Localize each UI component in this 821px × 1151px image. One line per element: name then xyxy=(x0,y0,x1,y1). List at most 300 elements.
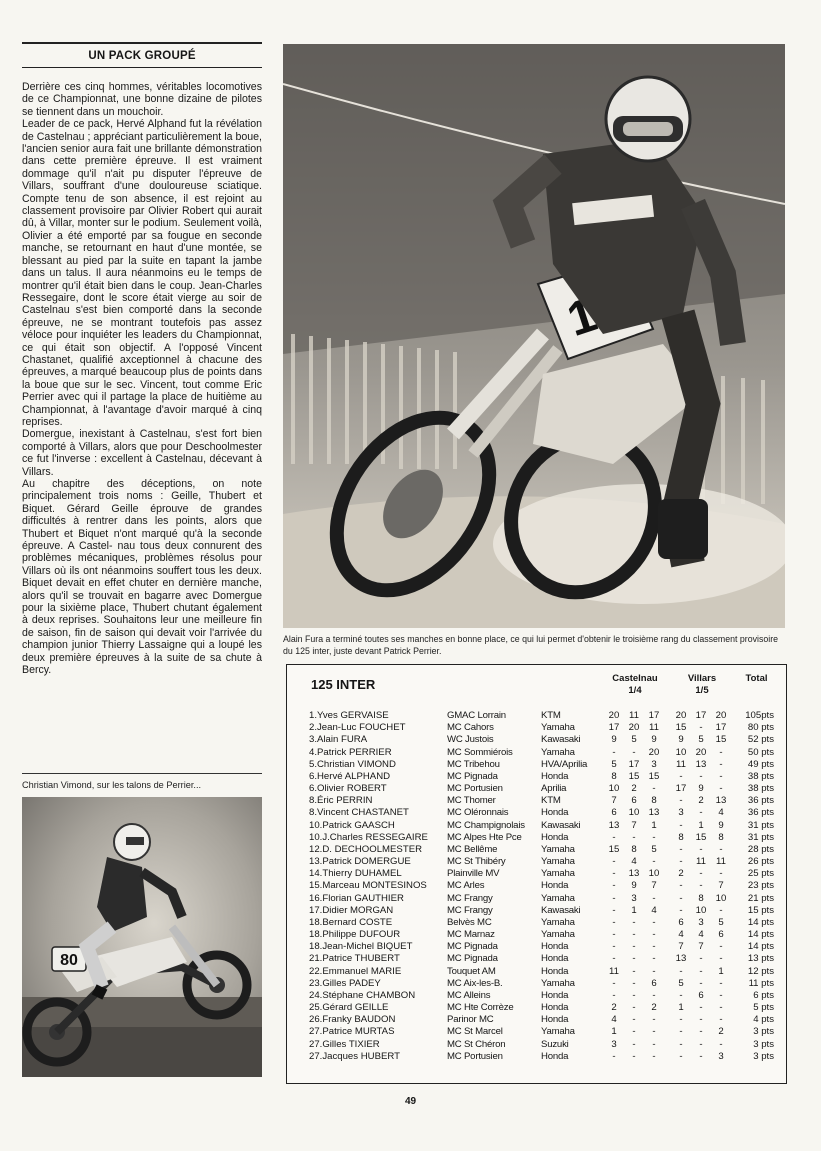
castelnau-points: - xyxy=(652,1026,656,1038)
castelnau-points: 7 xyxy=(651,880,657,892)
rider-name: 6.Olivier ROBERT xyxy=(309,783,387,795)
rider-name: 1.Yves GERVAISE xyxy=(309,710,389,721)
castelnau-points: 6 xyxy=(631,795,637,807)
bike-make: Honda xyxy=(541,1050,569,1062)
rider-name: 6.Hervé ALPHAND xyxy=(309,770,391,782)
castelnau-points: - xyxy=(652,916,656,928)
total-points: 105pts xyxy=(745,710,774,721)
club-name: MC Cahors xyxy=(447,722,494,734)
section-title: UN PACK GROUPÉ xyxy=(22,42,262,68)
table-row xyxy=(287,807,786,819)
castelnau-points: - xyxy=(652,929,656,941)
club-name: MC Portusien xyxy=(447,783,503,795)
castelnau-points: 3 xyxy=(611,1038,617,1050)
club-name: MC Oléronnais xyxy=(447,807,509,819)
castelnau-points: - xyxy=(612,1050,616,1062)
castelnau-points: 6 xyxy=(611,807,617,819)
castelnau-points: 13 xyxy=(628,868,640,880)
club-name: MC St Thibéry xyxy=(447,856,506,868)
club-name: Belvès MC xyxy=(447,916,492,928)
big-photo-caption: Alain Fura a terminé toutes ses manches en bonne place, ce qui lui permet d'obtenir le troisième rang du classement provisoire du 125 inter, juste devant Patrick Perrier. xyxy=(283,634,779,656)
villars-points: 6 xyxy=(698,989,704,1001)
total-points: 38 pts xyxy=(747,770,774,782)
total-points: 14 pts xyxy=(747,916,774,928)
villars-points: - xyxy=(699,722,703,734)
villars-points: 15 xyxy=(715,734,727,746)
villars-points: 1 xyxy=(698,819,704,831)
castelnau-points: 4 xyxy=(651,904,657,916)
bike-make: Honda xyxy=(541,831,569,843)
villars-points: 3 xyxy=(678,807,684,819)
rider-name: 4.Patrick PERRIER xyxy=(309,746,392,758)
table-row xyxy=(287,722,786,734)
total-points: 3 pts xyxy=(753,1038,774,1050)
table-row xyxy=(287,844,786,856)
villars-points: 2 xyxy=(698,795,704,807)
table-row xyxy=(287,893,786,905)
article-paragraph: Domergue, inexistant à Castelnau, s'est fort bien comporté à Villars, alors que pour Deschoolmester ce fut l'inverse : excellent à Castelnau, décevant à Villars. xyxy=(22,428,262,478)
header-total: Total xyxy=(745,673,768,684)
villars-points: 3 xyxy=(698,916,704,928)
total-points: 36 pts xyxy=(747,807,774,819)
castelnau-points: - xyxy=(632,1038,636,1050)
table-row xyxy=(287,795,786,807)
villars-points: - xyxy=(699,843,703,855)
villars-points: - xyxy=(679,1038,683,1050)
total-points: 31 pts xyxy=(747,819,774,831)
castelnau-points: - xyxy=(612,831,616,843)
castelnau-points: - xyxy=(632,929,636,941)
photo-fura-cornering xyxy=(283,44,785,628)
villars-points: - xyxy=(719,989,723,1001)
castelnau-points: 20 xyxy=(648,746,660,758)
rider-name: 23.Gilles PADEY xyxy=(309,977,381,989)
club-name: MC St Chéron xyxy=(447,1038,506,1050)
total-points: 3 pts xyxy=(753,1050,774,1062)
bike-make: Yamaha xyxy=(541,892,575,904)
total-points: 6 pts xyxy=(753,989,774,1001)
bike-make: KTM xyxy=(541,710,561,721)
table-row xyxy=(287,1039,786,1051)
club-name: Plainville MV xyxy=(447,868,500,880)
bike-make: Yamaha xyxy=(541,843,575,855)
castelnau-points: - xyxy=(632,965,636,977)
table-row xyxy=(287,1014,786,1026)
villars-points: - xyxy=(679,843,683,855)
villars-points: 15 xyxy=(675,722,687,734)
castelnau-points: 4 xyxy=(631,856,637,868)
total-points: 50 pts xyxy=(747,746,774,758)
villars-points: 5 xyxy=(718,916,724,928)
villars-points: - xyxy=(719,977,723,989)
castelnau-points: 8 xyxy=(631,843,637,855)
table-row xyxy=(287,832,786,844)
article-paragraph: Derrière ces cinq hommes, véritables locomotives de ce Championnat, une bonne dizaine de pilotes se tiennent dans un mouchoir. xyxy=(22,81,262,118)
rider-name: 15.Marceau MONTESINOS xyxy=(309,880,427,892)
villars-points: - xyxy=(719,1014,723,1026)
rider-name: 26.Franky BAUDON xyxy=(309,1014,396,1026)
villars-points: - xyxy=(719,904,723,916)
villars-points: - xyxy=(679,770,683,782)
club-name: GMAC Lorrain xyxy=(447,710,506,721)
rider-name: 12.D. DECHOOLMESTER xyxy=(309,843,423,855)
castelnau-points: - xyxy=(652,965,656,977)
club-name: MC Alpes Hte Pce xyxy=(447,831,522,843)
villars-points: 4 xyxy=(678,929,684,941)
villars-points: - xyxy=(719,953,723,965)
table-row xyxy=(287,978,786,990)
castelnau-points: - xyxy=(652,989,656,1001)
castelnau-points: 7 xyxy=(631,819,637,831)
club-name: MC Pignada xyxy=(447,770,498,782)
total-points: 25 pts xyxy=(747,868,774,880)
bike-make: Honda xyxy=(541,941,569,953)
club-name: MC Sommiérois xyxy=(447,746,513,758)
total-points: 49 pts xyxy=(747,758,774,770)
castelnau-points: - xyxy=(632,1026,636,1038)
villars-points: - xyxy=(679,1026,683,1038)
rider-name: 17.Didier MORGAN xyxy=(309,904,394,916)
villars-points: - xyxy=(719,758,723,770)
castelnau-points: - xyxy=(612,929,616,941)
villars-points: - xyxy=(679,965,683,977)
castelnau-points: - xyxy=(612,989,616,1001)
villars-points: - xyxy=(699,770,703,782)
club-name: MC Champignolais xyxy=(447,819,525,831)
bike-make: Yamaha xyxy=(541,722,575,734)
club-name: MC Frangy xyxy=(447,904,493,916)
villars-points: - xyxy=(719,941,723,953)
villars-points: - xyxy=(679,989,683,1001)
villars-points: - xyxy=(699,868,703,880)
castelnau-points: - xyxy=(652,783,656,795)
villars-points: - xyxy=(699,953,703,965)
total-points: 28 pts xyxy=(747,843,774,855)
villars-points: - xyxy=(679,819,683,831)
total-points: 21 pts xyxy=(747,892,774,904)
villars-points: 10 xyxy=(695,904,707,916)
rider-name: 10.Patrick GAASCH xyxy=(309,819,395,831)
table-row xyxy=(287,953,786,965)
castelnau-points: 9 xyxy=(651,734,657,746)
villars-points: - xyxy=(699,880,703,892)
castelnau-points: 11 xyxy=(629,710,639,721)
castelnau-points: - xyxy=(652,892,656,904)
bike-make: Aprilia xyxy=(541,783,567,795)
bike-make: Honda xyxy=(541,770,569,782)
club-name: MC Portusien xyxy=(447,1050,503,1062)
bike-make: Honda xyxy=(541,989,569,1001)
castelnau-points: 2 xyxy=(651,1002,657,1014)
rider-name: 10.J.Charles RESSEGAIRE xyxy=(309,831,428,843)
bike-make: Yamaha xyxy=(541,977,575,989)
villars-points: - xyxy=(719,1002,723,1014)
castelnau-points: - xyxy=(632,1002,636,1014)
castelnau-points: - xyxy=(632,953,636,965)
villars-points: 5 xyxy=(698,734,704,746)
castelnau-points: - xyxy=(612,953,616,965)
header-villars: Villars xyxy=(687,673,717,684)
castelnau-points: 11 xyxy=(649,722,659,734)
rider-name: 14.Thierry DUHAMEL xyxy=(309,868,402,880)
castelnau-points: 20 xyxy=(608,710,620,721)
bike-make: Honda xyxy=(541,1014,569,1026)
villars-points: 1 xyxy=(718,965,724,977)
castelnau-points: 17 xyxy=(648,710,660,721)
castelnau-points: 2 xyxy=(611,1002,617,1014)
castelnau-points: 17 xyxy=(608,722,620,734)
rider-name: 18.Bernard COSTE xyxy=(309,916,393,928)
villars-points: - xyxy=(679,880,683,892)
villars-points: 9 xyxy=(678,734,684,746)
castelnau-points: - xyxy=(652,953,656,965)
photo-vimond-jump xyxy=(22,797,262,1077)
villars-points: 9 xyxy=(718,819,724,831)
club-name: MC Bellême xyxy=(447,843,498,855)
villars-points: 20 xyxy=(695,746,707,758)
villars-points: 2 xyxy=(718,1026,724,1038)
castelnau-points: - xyxy=(632,831,636,843)
total-points: 12 pts xyxy=(747,965,774,977)
villars-points: 20 xyxy=(715,710,727,721)
castelnau-points: - xyxy=(612,904,616,916)
small-photo-caption: Christian Vimond, sur les talons de Perrier... xyxy=(22,773,262,790)
castelnau-points: - xyxy=(612,941,616,953)
rider-name: 25.Gérard GEILLE xyxy=(309,1002,389,1014)
club-name: MC Alleins xyxy=(447,989,491,1001)
villars-points: - xyxy=(719,746,723,758)
total-points: 80 pts xyxy=(747,722,774,734)
rider-illustration xyxy=(22,797,262,1077)
castelnau-points: - xyxy=(632,1014,636,1026)
table-row xyxy=(287,966,786,978)
table-row xyxy=(287,1051,786,1063)
rider-name: 3.Alain FURA xyxy=(309,734,368,746)
rider-name: 21.Patrice THUBERT xyxy=(309,953,400,965)
total-points: 3 pts xyxy=(753,1026,774,1038)
table-row xyxy=(287,905,786,917)
castelnau-points: - xyxy=(632,977,636,989)
castelnau-points: - xyxy=(612,746,616,758)
table-row xyxy=(287,771,786,783)
rider-name: 5.Christian VIMOND xyxy=(309,758,396,770)
header-villars-round: 1/5 xyxy=(695,685,709,696)
total-points: 14 pts xyxy=(747,929,774,941)
villars-points: 10 xyxy=(675,746,687,758)
castelnau-points: 13 xyxy=(648,807,660,819)
total-points: 38 pts xyxy=(747,783,774,795)
castelnau-points: 1 xyxy=(611,1026,617,1038)
table-row xyxy=(287,759,786,771)
club-name: Parinor MC xyxy=(447,1014,494,1026)
total-points: 52 pts xyxy=(747,734,774,746)
villars-points: - xyxy=(719,770,723,782)
club-name: MC Aix-les-B. xyxy=(447,977,503,989)
castelnau-points: - xyxy=(632,916,636,928)
rider-name: 27.Gilles TIXIER xyxy=(309,1038,380,1050)
total-points: 23 pts xyxy=(747,880,774,892)
castelnau-points: - xyxy=(632,746,636,758)
bike-make: Yamaha xyxy=(541,856,575,868)
bike-make: Honda xyxy=(541,953,569,965)
bike-make: Yamaha xyxy=(541,746,575,758)
article-body xyxy=(22,81,262,677)
rider-name: 13.Patrick DOMERGUE xyxy=(309,856,411,868)
castelnau-points: 9 xyxy=(631,880,637,892)
castelnau-points: - xyxy=(652,856,656,868)
villars-points: - xyxy=(719,868,723,880)
table-row xyxy=(287,880,786,892)
villars-points: 8 xyxy=(718,831,724,843)
castelnau-points: - xyxy=(652,1038,656,1050)
castelnau-points: - xyxy=(632,941,636,953)
castelnau-points: 10 xyxy=(628,807,640,819)
club-name: MC Thomer xyxy=(447,795,496,807)
villars-points: 13 xyxy=(715,795,727,807)
article-paragraph: Au chapitre des déceptions, on note principalement trois noms : Geille, Thubert et Biquet. Gérard Geille éprouve de grandes difficultés à rentrer dans les points, alors que Thubert et Biquet n'ont marqué qu'à la seconde épreuve. A Castel- nau tous deux connurent des problèmes mécaniques, problèmes résolus pour Villars où ils ont néanmoins souffert tous les deux. Biquet devait en effet chuter en dernière manche, alors qu'il se trouvait en bagarre avec Domergue pour la sixième place, Thubert chutant également à deux reprises. Souhaitons leur une meilleure fin de saison, fin de saison qui devait voir l'arrivée du champion junior Thierry Lassaigne qui a loupé les deux première épreuves à la suite de sa chute à Bercy. xyxy=(22,478,262,677)
castelnau-points: 20 xyxy=(628,722,640,734)
bike-make: HVA/Aprilia xyxy=(541,758,588,770)
table-row xyxy=(287,1002,786,1014)
castelnau-points: 13 xyxy=(608,819,620,831)
villars-points: 11 xyxy=(696,856,706,868)
castelnau-points: 3 xyxy=(631,892,637,904)
rider-name: 18.Jean-Michel BIQUET xyxy=(309,941,413,953)
castelnau-points: 1 xyxy=(631,904,637,916)
castelnau-points: 5 xyxy=(631,734,637,746)
total-points: 15 pts xyxy=(747,904,774,916)
villars-points: - xyxy=(679,904,683,916)
total-points: 26 pts xyxy=(747,856,774,868)
castelnau-points: 11 xyxy=(609,965,619,977)
villars-points: - xyxy=(679,892,683,904)
club-name: Touquet AM xyxy=(447,965,496,977)
total-points: 4 pts xyxy=(753,1014,774,1026)
club-name: MC Hte Corrèze xyxy=(447,1002,514,1014)
villars-points: 4 xyxy=(698,929,704,941)
bike-make: Yamaha xyxy=(541,868,575,880)
table-row xyxy=(287,917,786,929)
villars-points: 2 xyxy=(678,868,684,880)
castelnau-points: - xyxy=(632,989,636,1001)
villars-points: 17 xyxy=(675,783,687,795)
villars-points: 7 xyxy=(698,941,704,953)
table-row xyxy=(287,941,786,953)
bike-make: Yamaha xyxy=(541,916,575,928)
bike-make: Honda xyxy=(541,1002,569,1014)
table-row xyxy=(287,820,786,832)
table-row xyxy=(287,868,786,880)
villars-points: 15 xyxy=(695,831,707,843)
villars-points: 20 xyxy=(675,710,687,721)
table-row xyxy=(287,1026,786,1038)
bike-make: Yamaha xyxy=(541,929,575,941)
castelnau-points: 15 xyxy=(648,770,660,782)
villars-points: - xyxy=(679,856,683,868)
club-name: MC Pignada xyxy=(447,953,498,965)
villars-points: 3 xyxy=(718,1050,724,1062)
number-plate: 80 xyxy=(60,952,78,969)
club-name: MC Frangy xyxy=(447,892,493,904)
club-name: MC Pignada xyxy=(447,941,498,953)
header-castelnau-round: 1/4 xyxy=(628,685,642,696)
villars-points: - xyxy=(719,783,723,795)
bike-make: Kawasaki xyxy=(541,904,581,916)
castelnau-points: - xyxy=(612,892,616,904)
rider-name: 18.Philippe DUFOUR xyxy=(309,929,401,941)
club-name: MC Marnaz xyxy=(447,929,495,941)
table-row xyxy=(287,710,786,722)
castelnau-points: 10 xyxy=(608,783,620,795)
castelnau-points: - xyxy=(652,1050,656,1062)
bike-make: Honda xyxy=(541,880,569,892)
villars-points: 8 xyxy=(678,831,684,843)
rider-illustration xyxy=(283,44,785,628)
rider-name: 24.Stéphane CHAMBON xyxy=(309,989,416,1001)
villars-points: - xyxy=(699,807,703,819)
villars-points: - xyxy=(679,1014,683,1026)
villars-points: - xyxy=(699,1026,703,1038)
bike-make: Kawasaki xyxy=(541,734,581,746)
castelnau-points: - xyxy=(652,831,656,843)
castelnau-points: - xyxy=(612,868,616,880)
castelnau-points: 3 xyxy=(651,758,657,770)
villars-points: 4 xyxy=(718,807,724,819)
club-name: MC Tribehou xyxy=(447,758,500,770)
villars-points: - xyxy=(719,1038,723,1050)
castelnau-points: - xyxy=(652,1014,656,1026)
villars-points: - xyxy=(699,1014,703,1026)
rider-name: 16.Florian GAUTHIER xyxy=(309,892,404,904)
results-table xyxy=(286,664,787,1084)
castelnau-points: 9 xyxy=(611,734,617,746)
villars-points: 8 xyxy=(698,892,704,904)
villars-points: 11 xyxy=(676,758,686,770)
bike-make: Honda xyxy=(541,807,569,819)
bike-make: KTM xyxy=(541,795,561,807)
castelnau-points: 15 xyxy=(628,770,640,782)
total-points: 11 pts xyxy=(748,977,774,989)
villars-points: - xyxy=(719,843,723,855)
table-row xyxy=(287,747,786,759)
bike-make: Honda xyxy=(541,965,569,977)
villars-points: 9 xyxy=(698,783,704,795)
villars-points: 17 xyxy=(695,710,707,721)
villars-points: - xyxy=(699,977,703,989)
villars-points: 6 xyxy=(678,916,684,928)
table-row xyxy=(287,783,786,795)
castelnau-points: 4 xyxy=(611,1014,617,1026)
total-points: 14 pts xyxy=(747,941,774,953)
villars-points: 13 xyxy=(675,953,687,965)
villars-points: - xyxy=(699,1002,703,1014)
results-rows xyxy=(287,710,786,1063)
bike-make: Yamaha xyxy=(541,1026,575,1038)
villars-points: - xyxy=(699,965,703,977)
villars-points: - xyxy=(679,795,683,807)
club-name: MC St Marcel xyxy=(447,1026,503,1038)
article-paragraph: Leader de ce pack, Hervé Alphand fut la révélation de Castelnau ; appréciant particulièrement la boue, l'ancien senior aura fait une brillante démonstration dans cette première épreuve. Il est vraiment dommage qu'il n'ait pu disputer l'épreuve de Villars, souffrant d'une douloureuse sciatique. Compte tenu de son absence, il est rejoint au classement provisoire par Olivier Robert qui aurait dû, à Villar, monter sur le podium. Seulement voilà, Olivier a été emporté par sa fougue en seconde manche, se retournant en haut d'une montée, se blessant au pied par la suite en tapant la jambe dans un talus. Il aura néanmoins eu le temps de montrer qu'il était bien dans le coup. Jean-Charles Ressegaire, dont le score était vierge au soir de Castelnau s'est bien comporté dans la seconde épreuve, ne se montrant toutefois pas assez véloce pour inquiéter les leaders du Championnat, ce qui était son objectif. A l'opposé Vincent Chastanet, qualifié axceptionnel à chacune des épreuves, a marqué beaucoup plus de points dans la boue que sur le sec. Vincent, tout comme Eric Perrier avec qui il partage la place de huitième au Championnat, à l'avantage d'avoir marqué à cinq reprises. xyxy=(22,118,262,428)
castelnau-points: 5 xyxy=(651,843,657,855)
results-title: 125 INTER xyxy=(311,677,376,692)
bike-make: Suzuki xyxy=(541,1038,569,1050)
table-row xyxy=(287,856,786,868)
villars-points: 7 xyxy=(678,941,684,953)
villars-points: 7 xyxy=(718,880,724,892)
header-castelnau: Castelnau xyxy=(612,673,658,684)
club-name: WC Justois xyxy=(447,734,494,746)
total-points: 36 pts xyxy=(747,795,774,807)
